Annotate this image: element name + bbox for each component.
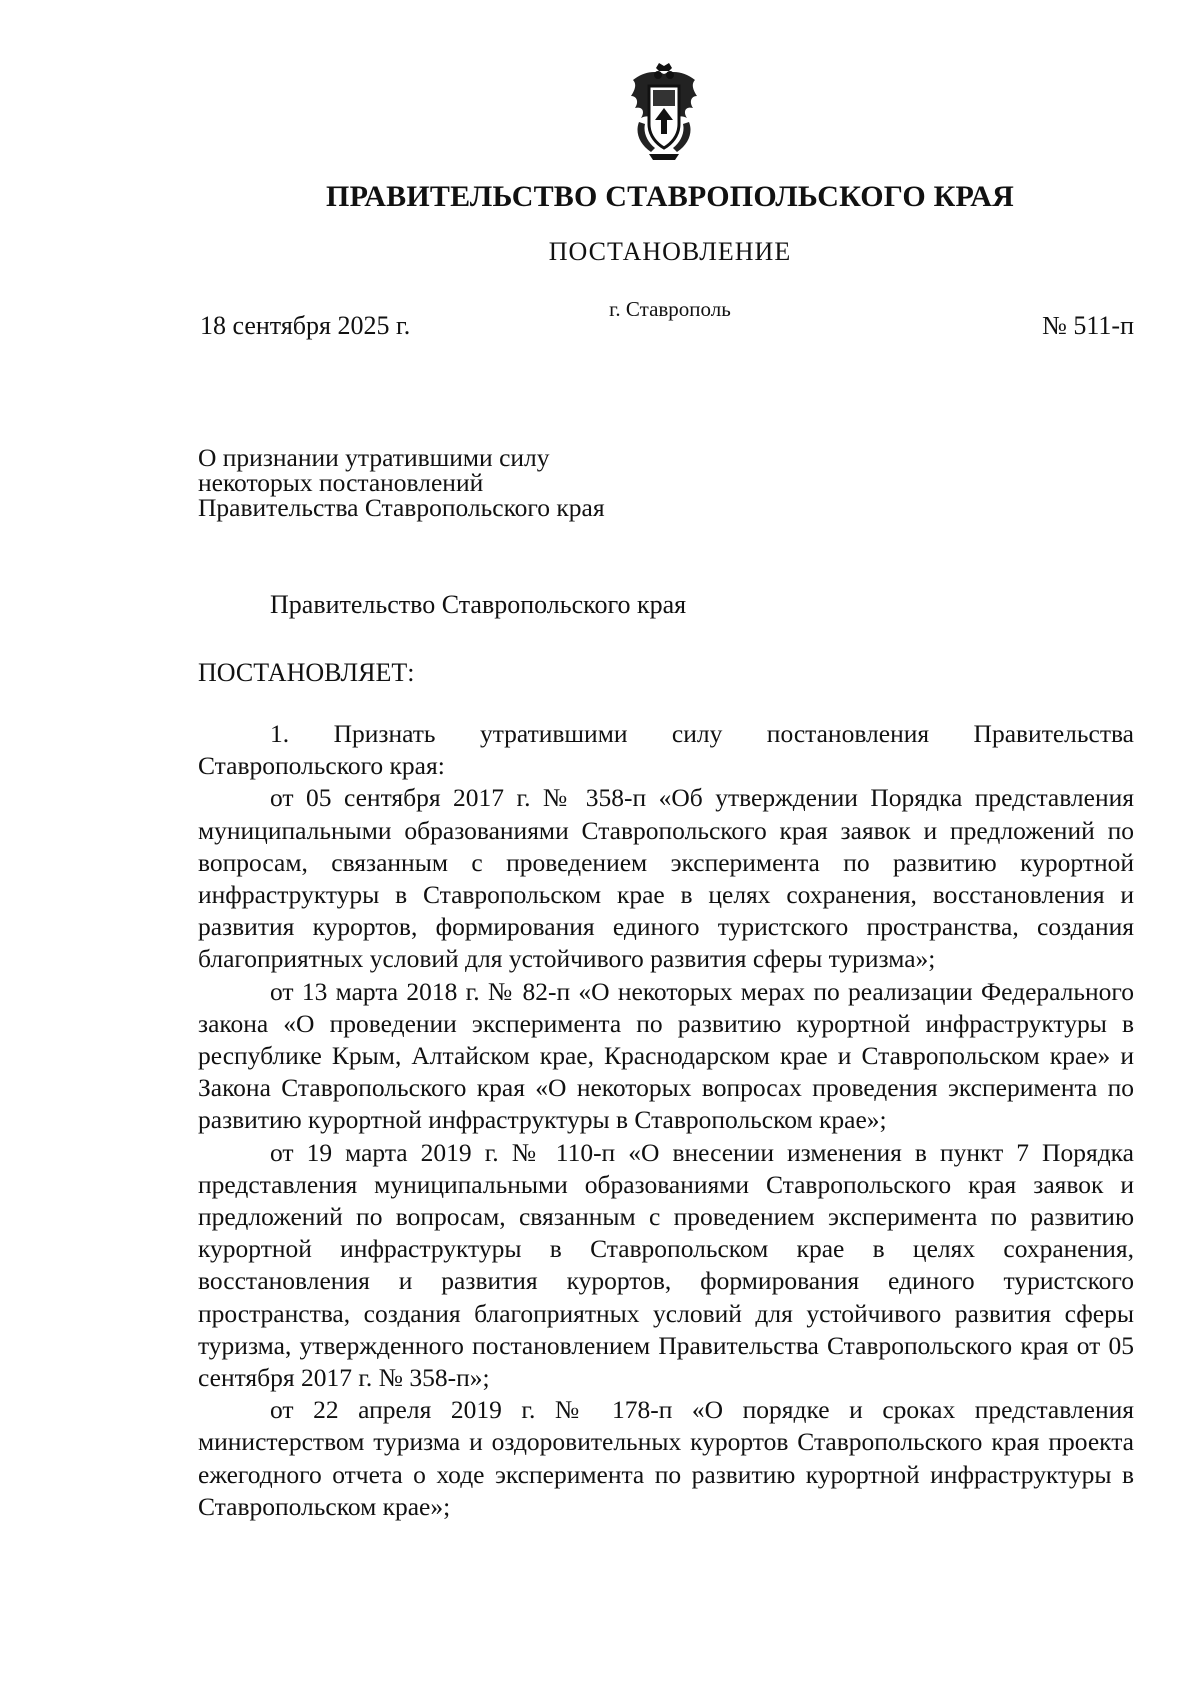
body-paragraph: от 22 апреля 2019 г. № 178-п «О порядке и сроках представления министерством туризма и оздоровительных курортов Ставропольского края проекта ежегодного отчета о ходе эксперимента по развитию курортной инфраструктуры в Ставропольском крае»; [198,1395,1134,1521]
document-body [198,718,1134,1523]
body-paragraph: 1. Признать утратившими силу постановления Правительства Ставропольского края: [198,719,1134,781]
body-paragraph: от 19 марта 2019 г. № 110-п «О внесении изменения в пункт 7 Порядка представления муниципальными образованиями Ставропольского края заявок и предложений по вопросам, связанным с проведением эксперимента по развитию курортной инфраструктуры в Ставропольском крае в целях сохранения, восстановления и развития курортов, формирования единого туристского пространства, создания благоприятных условий для устойчивого развития сферы туризма, утвержденного постановлением Правительства Ставропольского края от 05 сентября 2017 г. № 358-п»; [198,1137,1134,1393]
subject-line: О признании утратившими силу [198,443,550,472]
government-title: ПРАВИТЕЛЬСТВО СТАВРОПОЛЬСКОГО КРАЯ [326,180,1014,213]
body-paragraph: от 05 сентября 2017 г. № 358-п «Об утверждении Порядка представления муниципальными образованиями Ставропольского края заявок и предложений по вопросам, связанным с проведением эксперимента по развитию курортной инфраструктуры в Ставропольском крае в целях сохранения, восстановления и развития курортов, формирования единого туристского пространства, создания благоприятных условий для устойчивого развития сферы туризма»; [198,783,1134,974]
city-label: г. Ставрополь [609,297,731,321]
subject-line: некоторых постановлений [198,468,484,497]
document-date: 18 сентября 2025 г. [200,311,411,340]
body-paragraph: от 13 марта 2018 г. № 82-п «О некоторых мерах по реализации Федерального закона «О проведении эксперимента по развитию курортной инфраструктуры в республике Крым, Алтайском крае, Краснодарском крае и Ставропольском крае» и Закона Ставропольского края «О некоторых вопросах проведения эксперимента по развитию курортной инфраструктуры в Ставропольском крае»; [198,976,1134,1135]
document-number: № 511-п [1042,311,1134,340]
decrees-heading: ПОСТАНОВЛЯЕТ: [198,658,415,687]
issuing-authority: Правительство Ставропольского края [270,590,687,619]
document-subject [198,445,605,520]
subject-line: Правительства Ставропольского края [198,493,605,522]
document-type: ПОСТАНОВЛЕНИЕ [548,237,792,266]
coat-of-arms-icon [625,62,703,162]
